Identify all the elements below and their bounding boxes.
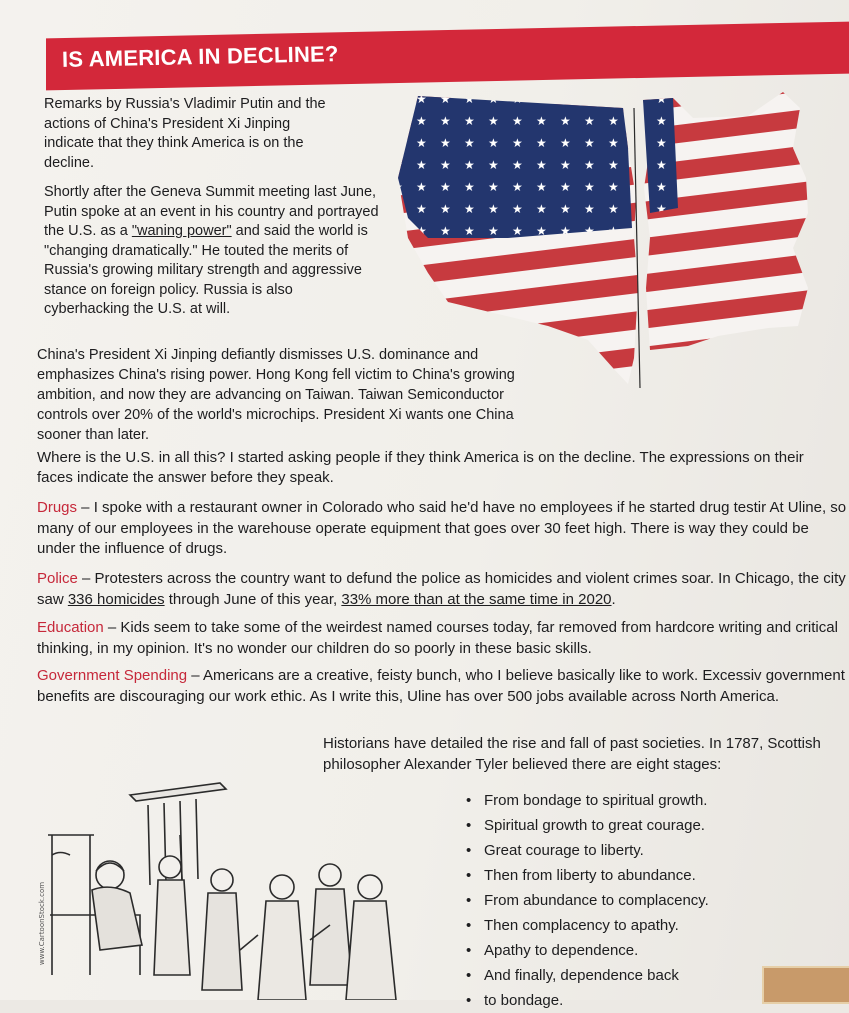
police-text-c: . [611, 590, 616, 608]
putin-text-end: and said the world is "changing dramatically." He touted the merits of Russia's growing military strength and aggressive stance on foreign policy. Russia is also cyberhacking the U.S. at will. [44, 223, 368, 317]
eight-stages-list [466, 788, 709, 1013]
broken-us-flag-map [388, 88, 818, 388]
drugs-label: Drugs [37, 499, 78, 516]
education-label: Education [37, 619, 104, 636]
page-title: IS AMERICA IN DECLINE? [61, 41, 339, 72]
list-item: • And finally, dependence back [466, 963, 709, 988]
roman-cartoon-illustration [30, 775, 430, 1000]
cartoon-watermark: www.CartoonStock.com [38, 881, 46, 965]
list-item: • Spiritual growth to great courage. [466, 813, 709, 838]
police-text-b: through June of this year, [164, 590, 342, 608]
increase-link[interactable]: 33% more than at the same time in 2020 [341, 590, 612, 608]
china-text: China's President Xi Jinping defiantly dismisses U.S. dominance and emphasizes China's rising power. Hong Kong fell victim to China's growing ambition, and now they are advancing on Taiwan. Taiwan Semiconductor controls over 20% of the world's microchips. President Xi wants one China sooner than later. [37, 347, 515, 443]
list-item: • From abundance to complacency. [466, 888, 709, 913]
homicides-link[interactable]: 336 homicides [67, 590, 165, 608]
china-paragraph [37, 345, 537, 445]
education-paragraph [37, 618, 849, 659]
drugs-text: – I spoke with a restaurant owner in Colorado who said he'd have no employees if he started drug testir At Uline, so many of our employees in the warehouse operate equipment that goes over 30 feet high. There is way they could be under the influence of drugs. [37, 499, 847, 557]
education-text: – Kids seem to take some of the weirdest named courses today, far removed from hardcore writing and critical thinking, in my opinion. It's no wonder our children do so poorly in these basic skills. [37, 619, 838, 657]
spending-text: – Americans are a creative, feisty bunch, who I believe basically like to work. Excessiv government benefits are discouraging our work ethic. As I write this, Uline has over 500 jobs available across North America. [37, 667, 845, 705]
list-item: • Then complacency to apathy. [466, 913, 709, 938]
police-label: Police [37, 570, 78, 587]
putin-text-start: Shortly after the Geneva Summit meeting last June, Putin spoke at an event in his country and portrayed the U.S. as a [44, 184, 379, 239]
list-item: • Great courage to liberty. [466, 838, 709, 863]
historians-paragraph: Historians have detailed the rise and fall of past societies. In 1787, Scottish philosopher Alexander Tyler believed there are eight stages: [323, 735, 821, 773]
drugs-paragraph [37, 498, 849, 560]
list-item: • From bondage to spiritual growth. [466, 788, 709, 813]
intro-paragraph: Remarks by Russia's Vladimir Putin and the actions of China's President Xi Jinping indicate that they think America is on the decline. [44, 96, 326, 171]
waning-power-link[interactable]: "waning power" [131, 223, 232, 239]
list-item: • Apathy to dependence. [466, 938, 709, 963]
list-item: • Then from liberty to abundance. [466, 863, 709, 888]
list-item: • to bondage. [466, 988, 709, 1013]
police-text-a: – Protesters across the country want to defund the police as homicides and violent crimes soar. In Chicago, the city saw [37, 570, 846, 608]
corner-photo [762, 966, 849, 1004]
spending-paragraph [37, 666, 849, 707]
spending-label: Government Spending [37, 667, 188, 684]
question-paragraph: Where is the U.S. in all this? I started asking people if they think America is on the decline. The expressions on their faces indicate the answer before they speak. [37, 449, 804, 486]
putin-paragraph [44, 183, 379, 320]
police-paragraph [37, 569, 849, 610]
